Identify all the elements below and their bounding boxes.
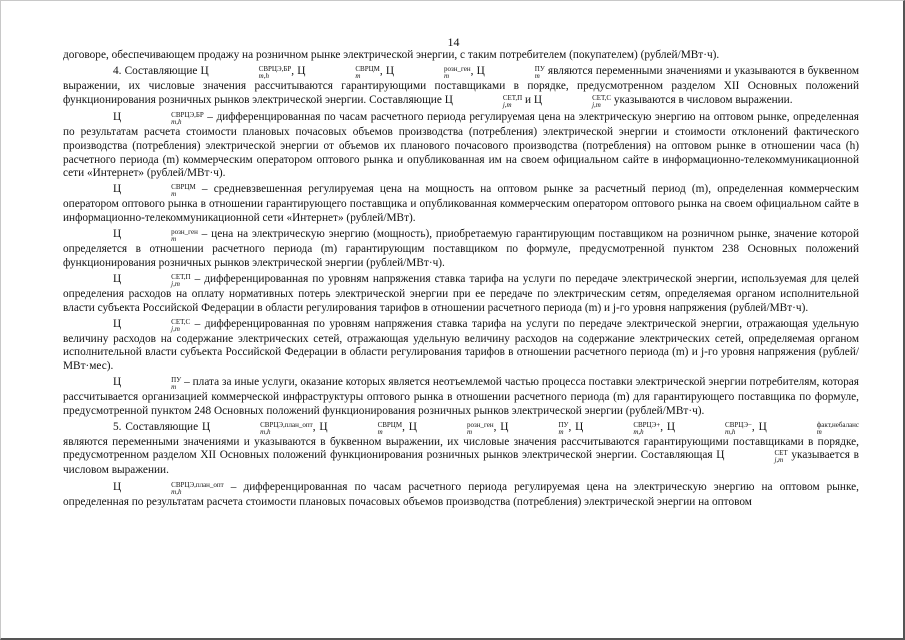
symbol-c-svrcz-minus: Ц СВРЦЭ− m,h <box>666 420 752 436</box>
symbol-c-set-p: Ц СЕТ,П j,m <box>444 93 523 109</box>
paragraph-continuation: договоре, обеспечивающем продажу на розничном рынке электрической энергии, с таким потребителем (покупателем) (рублей/МВт·ч). <box>63 49 720 61</box>
paragraph-item-5: 5. Составляющие Ц СВРЦЭ,план_опт m,h , Ц СВРЦМ m , Ц розн_ген m , Ц ПУ m , Ц СВРЦЭ+ m,h , Ц СВРЦЭ− m,h , Ц факт,небаланс m являются переменными значениями и указываются в буквенном выражении, их числовые значения рассчитываются гарантирующими поставщиками в порядке, предусмотренном разделом XII Основных положений функционирования розничных рынков электрической энергии. Составляющая Ц СЕТ j,m указывается в числовом выражении. <box>63 420 860 477</box>
definition-svrcz-br: Ц СВРЦЭ,БР m,h – дифференцированная по часам расчетного периода регулируемая цена на электрическую энергию на оптовом рынке, определенная по результатам расчета стоимости плановых почасовых объемов производства (потребления) электрической энергии и стоимости отклонений фактического производства (потребления) электрической энергии от объемов их планового почасового производства (потребления) на оптовом рынке в отношении часа (h) расчетного периода (m) коммерческим оператором оптового рынка и опубликованная им на своем официальном сайте в информационно-телекоммуникационной сети «Интернет» (рублей/МВт·ч). <box>63 111 859 180</box>
symbol-c-svrcz-plan-opt: Ц СВРЦЭ,план_опт m,h <box>113 480 224 496</box>
symbol-c-rozn-gen: Ц розн_ген m <box>113 228 198 244</box>
symbol-c-rozn-gen: Ц розн_ген m <box>408 420 494 436</box>
symbol-c-set: Ц СЕТ j,m <box>716 449 788 465</box>
symbol-c-svrcz-plus: Ц СВРЦЭ+ m,h <box>575 420 661 436</box>
symbol-c-svrcz-br: Ц СВРЦЭ,БР m,h <box>200 65 292 81</box>
symbol-c-rozn-gen: Ц розн_ген m <box>385 65 471 81</box>
symbol-c-pu: Ц ПУ m <box>476 65 545 81</box>
symbol-c-set-p: Ц СЕТ,П j,m <box>113 272 191 288</box>
symbol-c-fakt-nebalans: Ц факт,небаланс m <box>758 420 860 436</box>
definition-svrcz-plan-opt: Ц СВРЦЭ,план_опт m,h – дифференцированная по часам расчетного периода регулируемая цена на электрическую энергию на оптовом рынке, определенная по результатам расчета стоимости плановых почасовых объемов производства (потребления) электрической энергии на оптовом <box>63 480 859 508</box>
definition-rozn-gen: Ц розн_ген m – цена на электрическую энергию (мощность), приобретаемую гарантирующим поставщиком на розничном рынке, значение которой определяется в отношении расчетного периода (m) гарантирующим поставщиком по формуле, предусмотренной пунктом 238 Основных положений функционирования розничных рынков электрической энергии (рублей/МВт·ч). <box>63 228 859 269</box>
symbol-c-svrcm: Ц СВРЦМ m <box>113 183 196 199</box>
symbol-c-svrcz-plan-opt: Ц СВРЦЭ,план_опт m,h <box>201 420 313 436</box>
definition-set-p: Ц СЕТ,П j,m – дифференцированная по уровням напряжения ставка тарифа на услуги по передаче электрической энергии, используемая для целей определения расходов на оплату нормативных потерь электрической энергии при ее передаче по электрическим сетям, определяемая органом исполнительной власти субъекта Российской Федерации в области регулирования тарифов в отношении расчетного периода (m) и j-го уровня напряжения (рублей/МВт·ч). <box>63 272 860 314</box>
document-body <box>63 49 859 512</box>
symbol-c-set-s: Ц СЕТ,С j,m <box>533 93 612 109</box>
symbol-c-set-s: Ц СЕТ,С j,m <box>113 317 191 333</box>
symbol-c-svrcm: Ц СВРЦМ m <box>297 65 380 81</box>
definition-pu: Ц ПУ m – плата за иные услуги, оказание которых является неотъемлемой частью процесса поставки электрической энергии потребителям, которая рассчитывается организацией коммерческой инфраструктуры оптового рынка в отношении расчетного периода (m) для гарантирующего поставщика по формуле, предусмотренной пунктом 248 Основных положений функционирования розничных рынков электрической энергии (рублей/МВт·ч). <box>63 376 859 417</box>
definition-set-s: Ц СЕТ,С j,m – дифференцированная по уровням напряжения ставка тарифа на услуги по передаче электрической энергии, отражающая удельную величину расходов на содержание электрических сетей, отражающая удельную величину расходов на содержание электрических сетей, определяемая органом исполнительной власти субъекта Российской Федерации в области регулирования тарифов в отношении расчетного периода (m) и j-го уровня напряжения (рублей/МВт·мес). <box>63 317 859 372</box>
definition-svrcm: Ц СВРЦМ m – средневзвешенная регулируемая цена на мощность на оптовом рынке за расчетный период (m), определенная коммерческим оператором оптового рынка в отношении гарантирующего поставщика и опубликованная коммерческим оператором оптового рынка на своем официальном сайте в информационно-телекоммуникационной сети «Интернет» (рублей/МВт). <box>63 183 860 224</box>
symbol-c-svrcz-br: Ц СВРЦЭ,БР m,h <box>113 111 204 127</box>
symbol-c-pu: Ц ПУ m <box>113 376 182 392</box>
paragraph-item-4: 4. Составляющие Ц СВРЦЭ,БР m,h , Ц СВРЦМ m , Ц розн_ген m , Ц ПУ m являются переменными значениями и указываются в буквенном выражении, их числовые значения рассчитываются гарантирующими поставщиками в порядке, предусмотренном разделом XII Основных положений функционирования розничных рынков электрической энергии. Составляющие Ц СЕТ,П j,m и Ц СЕТ,С j,m указываются в числовом выражении. <box>63 65 860 109</box>
symbol-c-svrcm: Ц СВРЦМ m <box>319 420 403 436</box>
symbol-c-pu: Ц ПУ m <box>500 420 569 436</box>
page-number: 14 <box>447 35 460 49</box>
